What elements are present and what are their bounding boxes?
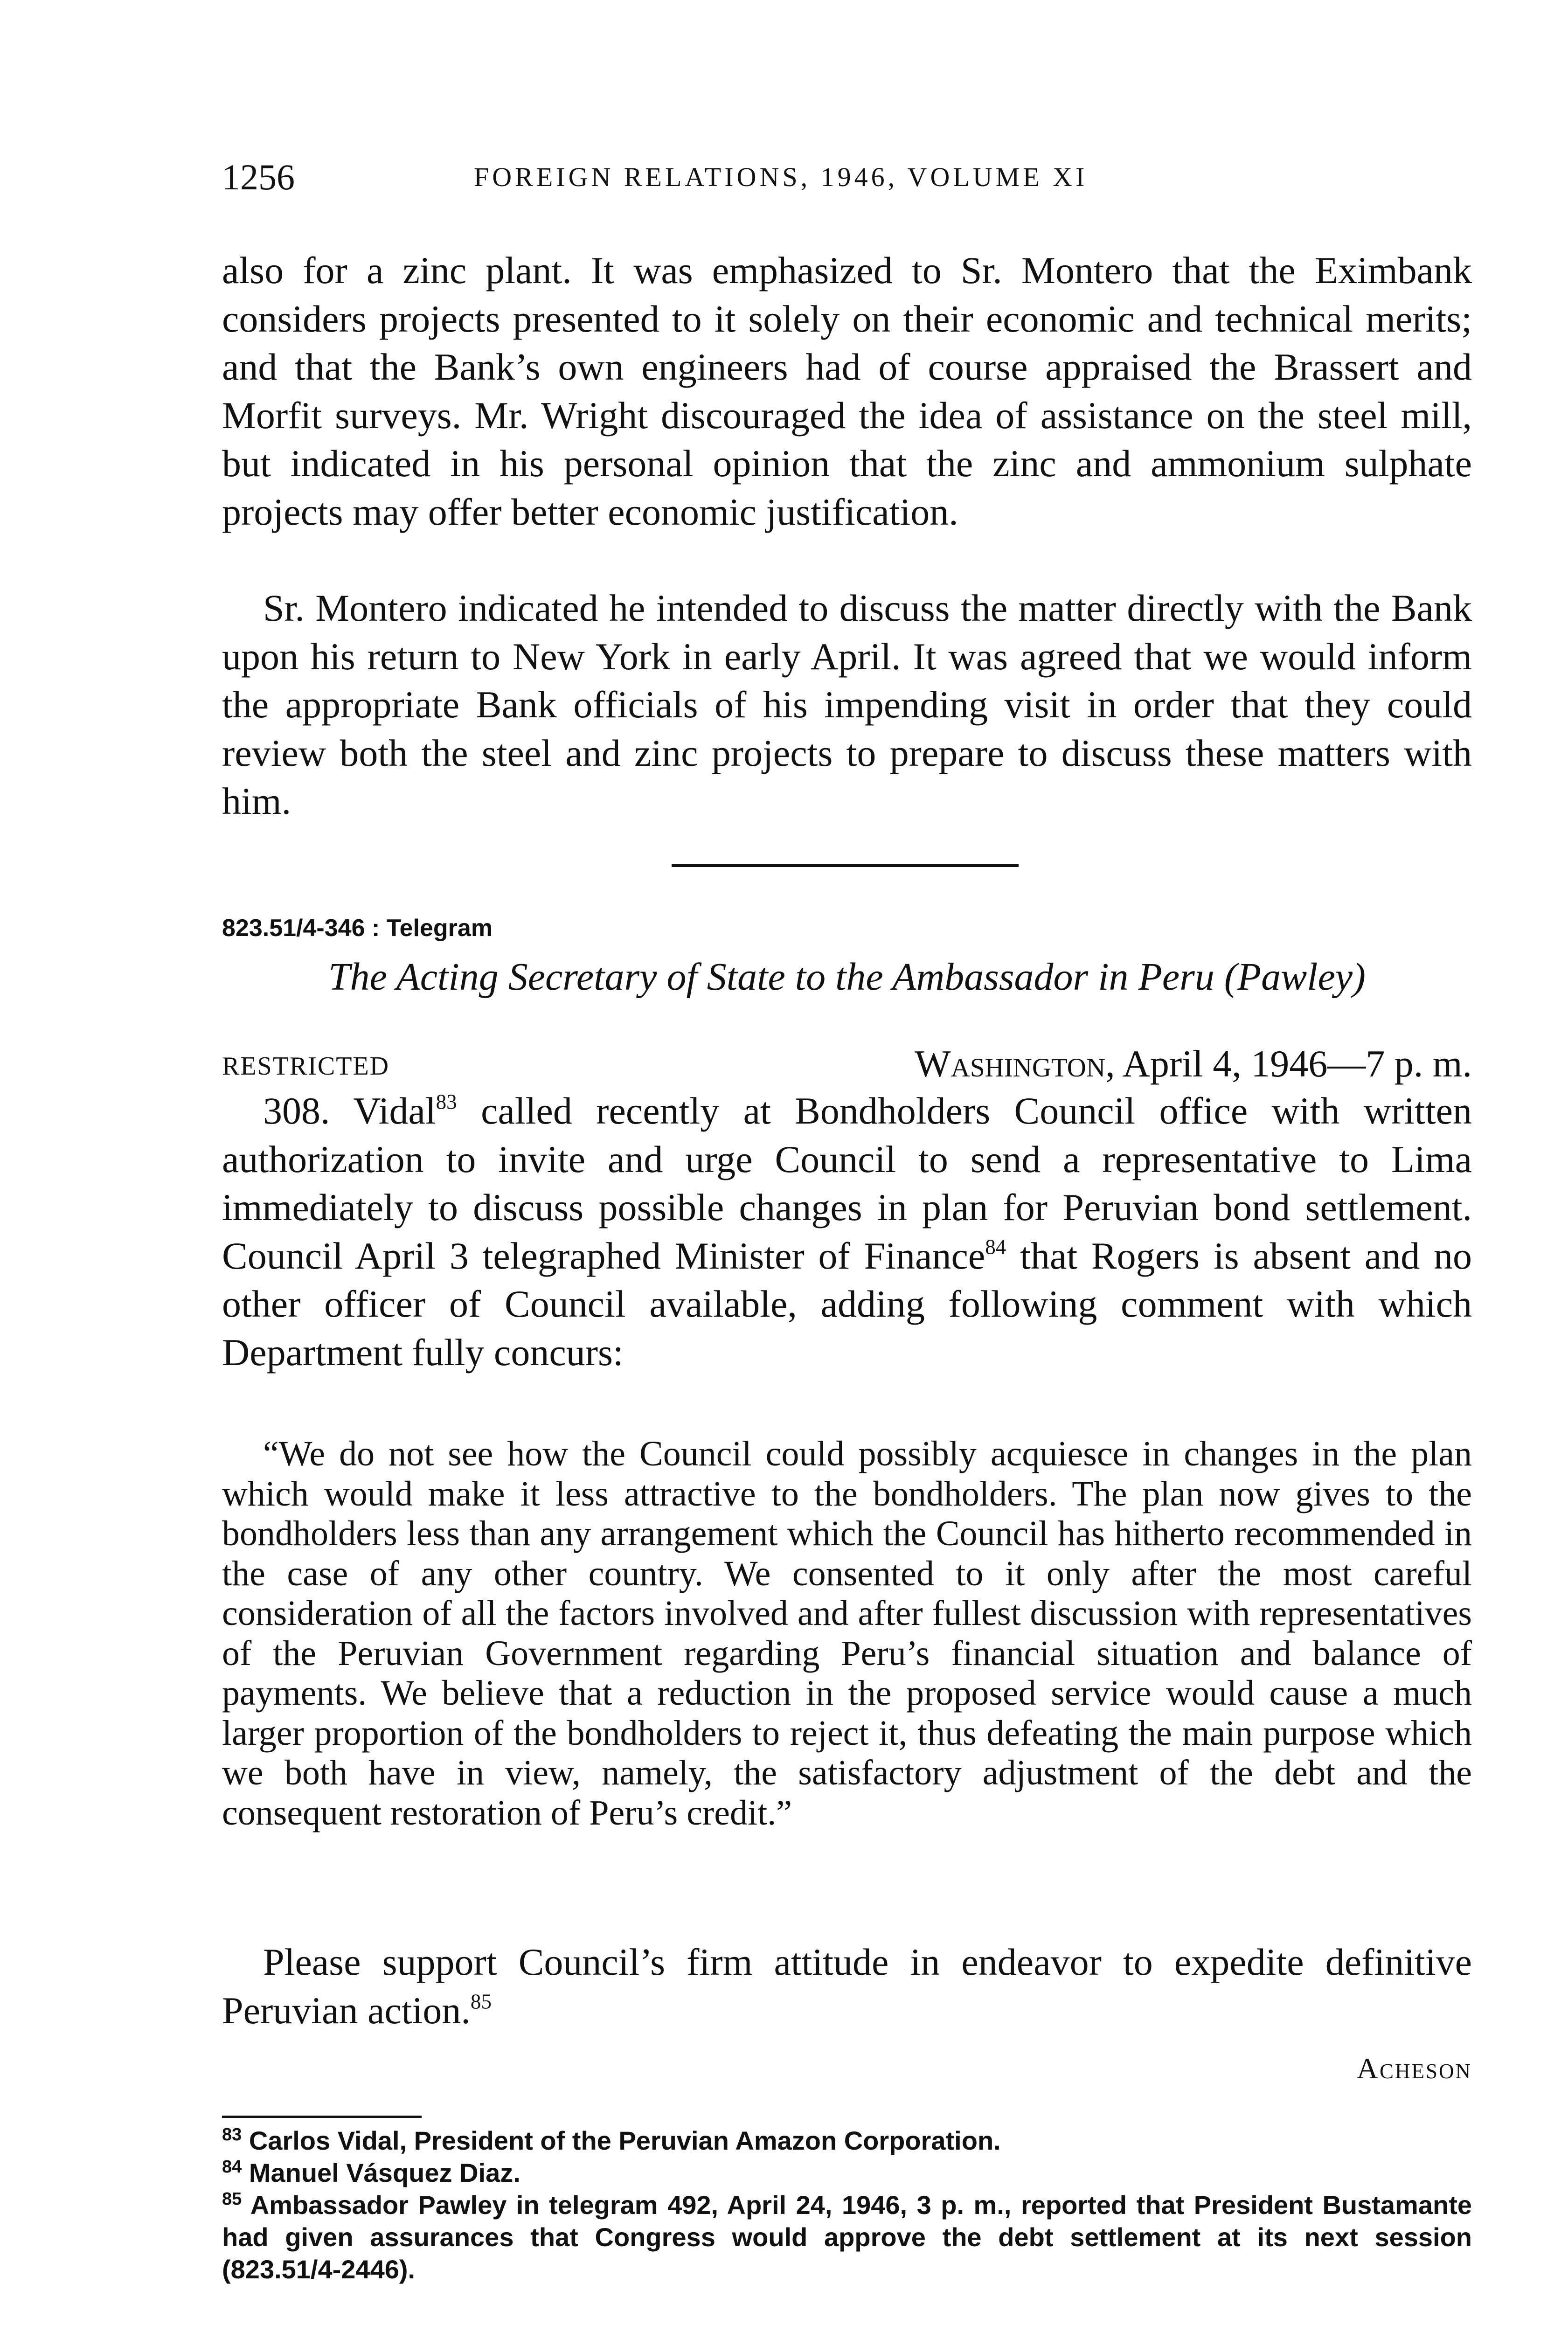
footnote-text: Manuel Vásquez Diaz.: [249, 2158, 520, 2187]
dateline-place: Washington,: [915, 1042, 1115, 1085]
footnote-ref-83[interactable]: 83: [436, 1090, 457, 1114]
footnote-marker: 83: [222, 2125, 242, 2145]
file-reference: 823.51/4-346 : Telegram: [222, 915, 493, 942]
quoted-comment: “We do not see how the Council could possibly acquiesce in changes in the plan which would make it less attractive to the bondholders. The plan now gives to the bondholders less than any arrangement which the Council has hitherto recommended in the case of any other country. We consented to it only after the most careful consideration of all the factors involved and after fullest discussion with representatives of the Peruvian Government regarding Peru’s financial situation and balance of payments. We believe that a reduction in the proposed service would cause a much larger proportion of the bondholders to reject it, thus defeating the main purpose which we both have in view, namely, the satisfactory adjustment of the debt and the consequent restoration of Peru’s credit.”: [222, 1434, 1472, 1832]
dateline: [915, 1038, 1472, 1090]
telegram-text-b: called recently at Bondholders Council office with written authorization to invite and urge Council to send a representative to Lima immediately to discuss possible changes in plan for Peruvian bond settlement. Council April 3 telegraphed Minister of Finance: [222, 1090, 1472, 1277]
footnotes: [222, 2124, 1472, 2285]
telegram-paragraph-1: [222, 1087, 1472, 1376]
footnote-83: [222, 2124, 1472, 2157]
footnote-ref-85[interactable]: 85: [470, 1989, 492, 2013]
footnote-rule: [222, 2116, 422, 2118]
dateline-date: April 4, 1946—7 p. m.: [1122, 1042, 1472, 1085]
body-paragraph-2: Sr. Montero indicated he intended to discuss the matter directly with the Bank upon his return to New York in early April. It was agreed that we would inform the appropriate Bank officials of his impending visit in order that they could review both the steel and zinc projects to prepare to discuss these matters with him.: [222, 587, 1472, 822]
section-divider: [672, 864, 1019, 867]
body-paragraph-1: also for a zinc plant. It was emphasized to Sr. Montero that the Eximbank considers projects presented to it solely on their economic and technical merits; and that the Bank’s own engineers had of course appraised the Brassert and Morfit surveys. Mr. Wright discouraged the idea of assistance on the steel mill, but indicated in his personal opinion that the zinc and ammonium sulphate projects may offer better economic justification.: [222, 249, 1472, 533]
running-head: FOREIGN RELATIONS, 1946, VOLUME XI: [474, 162, 1088, 192]
page-header: [222, 154, 1472, 205]
page-number: 1256: [222, 157, 295, 197]
telegram-text-c: that Rogers is absent and no other officer of Council available, adding following comment with which Department fully concurs:: [222, 1234, 1472, 1374]
footnote-marker: 84: [222, 2157, 242, 2177]
footnote-85: [222, 2189, 1472, 2285]
footnote-text: Carlos Vidal, President of the Peruvian Amazon Corporation.: [249, 2126, 1001, 2155]
signature: Acheson: [1356, 2052, 1472, 2085]
telegram-paragraph-2: [222, 1938, 1472, 2034]
footnote-marker: 85: [222, 2189, 242, 2209]
footnote-text: Ambassador Pawley in telegram 492, April 24, 1946, 3 p. m., reported that President Bustamante had given assurances that Congress would approve the debt settlement at its next session (823.51/4-2446).: [222, 2190, 1472, 2284]
telegram-closing-text: Please support Council’s firm attitude in endeavor to expedite definitive Peruvian action.: [222, 1941, 1472, 2032]
document-title: The Acting Secretary of State to the Ambassador in Peru (Pawley): [328, 955, 1366, 999]
footnote-84: [222, 2157, 1472, 2189]
footnote-ref-84[interactable]: 84: [985, 1235, 1006, 1258]
telegram-text-a: 308. Vidal: [263, 1090, 436, 1132]
classification-label: RESTRICTED: [222, 1052, 390, 1081]
